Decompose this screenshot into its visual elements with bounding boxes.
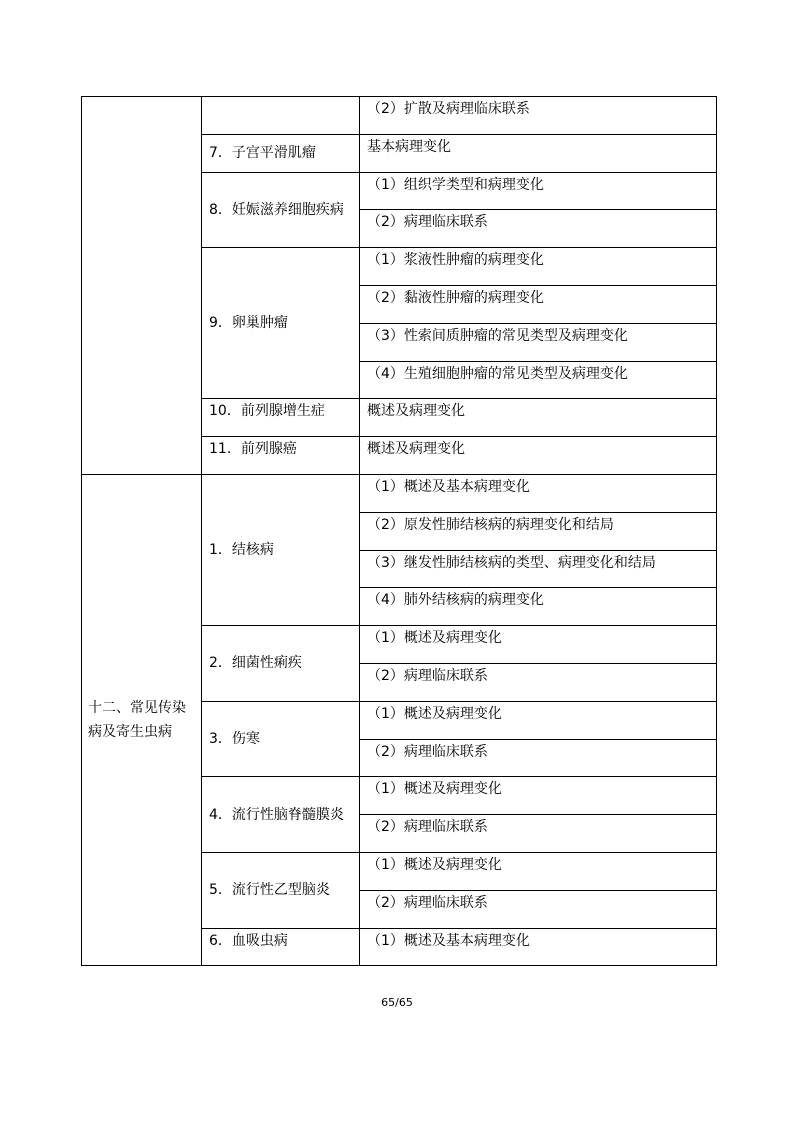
topic-cell: 10．前列腺增生症 bbox=[202, 399, 360, 437]
subtopic-cell: （1）浆液性肿瘤的病理变化 bbox=[360, 248, 717, 286]
subtopic-cell: （2）病理临床联系 bbox=[360, 890, 717, 928]
subtopic-cell: （3）继发性肺结核病的类型、病理变化和结局 bbox=[360, 550, 717, 588]
subtopic-cell: （1）概述及病理变化 bbox=[360, 777, 717, 815]
subtopic-cell: 概述及病理变化 bbox=[360, 399, 717, 437]
page-number: 65/65 bbox=[381, 996, 413, 1009]
subtopic-cell: （2）病理临床联系 bbox=[360, 663, 717, 701]
subtopic-cell: （1）概述及病理变化 bbox=[360, 701, 717, 739]
subtopic-cell: 基本病理变化 bbox=[360, 134, 717, 172]
subtopic-cell: （2）病理临床联系 bbox=[360, 739, 717, 777]
subtopic-cell: （4）肺外结核病的病理变化 bbox=[360, 588, 717, 626]
topic-cell: 7．子宫平滑肌瘤 bbox=[202, 134, 360, 172]
subtopic-cell: （2）病理临床联系 bbox=[360, 210, 717, 248]
topic-cell: 1．结核病 bbox=[202, 474, 360, 625]
subtopic-cell: （2）扩散及病理临床联系 bbox=[360, 97, 717, 135]
subtopic-cell: （1）概述及基本病理变化 bbox=[360, 474, 717, 512]
topic-cell: 4．流行性脑脊髓膜炎 bbox=[202, 777, 360, 853]
subtopic-cell: （1）概述及病理变化 bbox=[360, 626, 717, 664]
subtopic-cell: （1）概述及病理变化 bbox=[360, 852, 717, 890]
subtopic-cell: （3）性索间质肿瘤的常见类型及病理变化 bbox=[360, 323, 717, 361]
table-row bbox=[82, 97, 717, 135]
topic-cell: 2．细菌性痢疾 bbox=[202, 626, 360, 702]
subtopic-cell: （2）病理临床联系 bbox=[360, 815, 717, 853]
subtopic-cell: （1）概述及基本病理变化 bbox=[360, 928, 717, 966]
table-row bbox=[82, 474, 717, 512]
subtopic-cell: （1）组织学类型和病理变化 bbox=[360, 172, 717, 210]
topic-cell: 11．前列腺癌 bbox=[202, 437, 360, 475]
unit-cell-empty bbox=[82, 97, 202, 475]
topic-cell: 9．卵巢肿瘤 bbox=[202, 248, 360, 399]
topic-cell-empty bbox=[202, 97, 360, 135]
syllabus-table bbox=[81, 96, 717, 966]
topic-cell: 6．血吸虫病 bbox=[202, 928, 360, 966]
subtopic-cell: （2）原发性肺结核病的病理变化和结局 bbox=[360, 512, 717, 550]
topic-cell: 5．流行性乙型脑炎 bbox=[202, 852, 360, 928]
subtopic-cell: （2）黏液性肿瘤的病理变化 bbox=[360, 285, 717, 323]
topic-cell: 8．妊娠滋养细胞疾病 bbox=[202, 172, 360, 248]
subtopic-cell: 概述及病理变化 bbox=[360, 437, 717, 475]
topic-cell: 3．伤寒 bbox=[202, 701, 360, 777]
subtopic-cell: （4）生殖细胞肿瘤的常见类型及病理变化 bbox=[360, 361, 717, 399]
unit-title: 十二、常见传染病及寄生虫病 bbox=[82, 474, 202, 965]
